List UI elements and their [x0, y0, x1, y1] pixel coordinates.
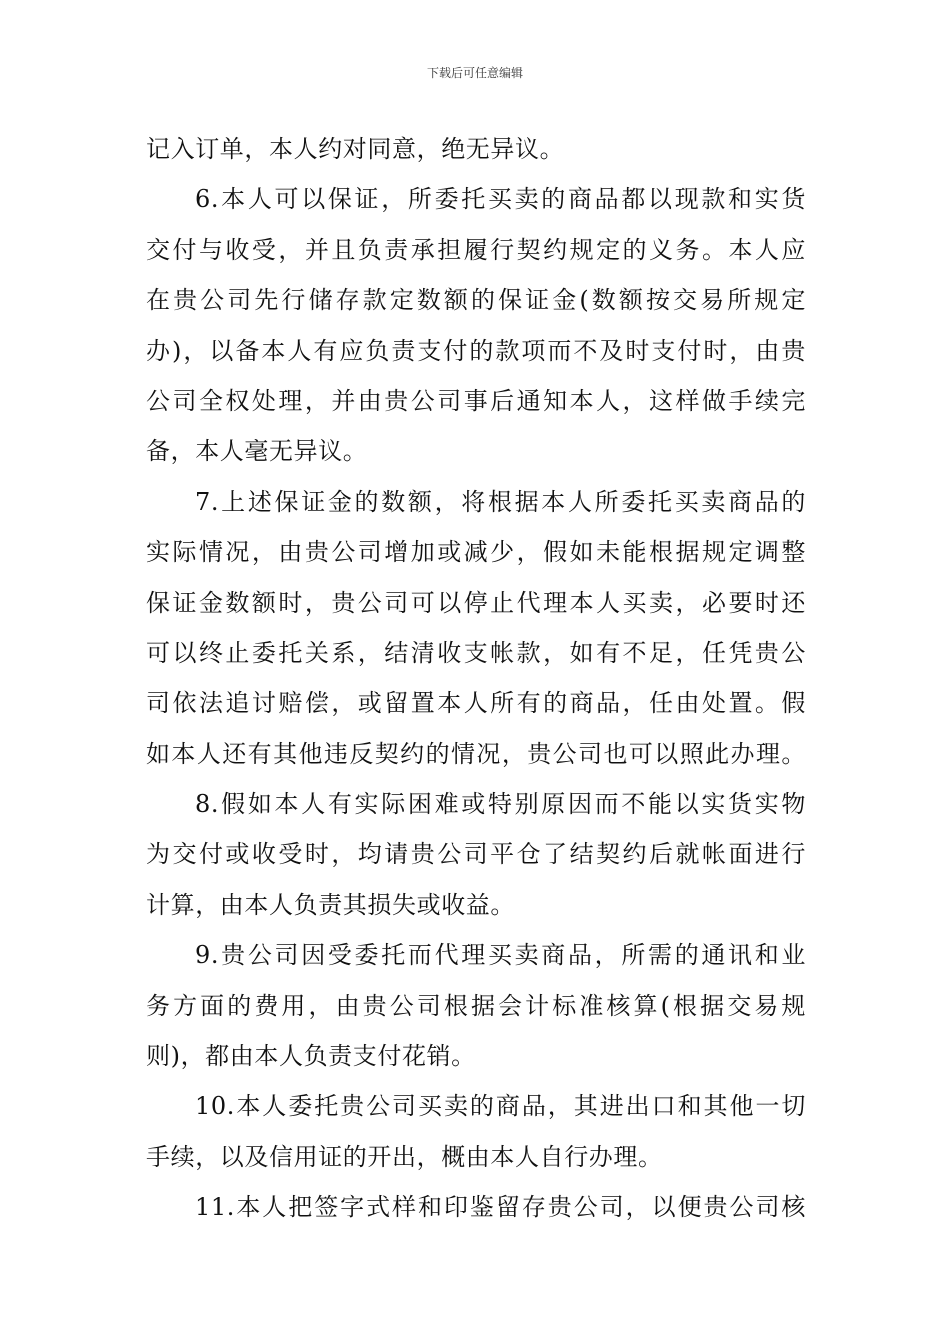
text-line: 司依法追讨赔偿，或留置本人所有的商品，任由处置。假	[146, 689, 806, 718]
document-body	[146, 124, 806, 1233]
text-line: 实际情况，由贵公司增加或减少，假如未能根据规定调整	[146, 538, 806, 567]
text-line: 7.上述保证金的数额，将根据本人所委托买卖商品的	[195, 487, 806, 516]
text-line: 交付与收受，并且负责承担履行契约规定的义务。本人应	[146, 235, 806, 264]
text-line: 计算，由本人负责其损失或收益。	[146, 890, 515, 919]
text-line: 务方面的费用，由贵公司根据会计标准核算(根据交易规	[146, 991, 806, 1020]
text-line: 如本人还有其他违反契约的情况，贵公司也可以照此办理。	[146, 739, 806, 768]
text-line: 10.本人委托贵公司买卖的商品，其进出口和其他一切	[195, 1092, 806, 1121]
text-line: 手续，以及信用证的开出，概由本人自行办理。	[146, 1142, 663, 1171]
text-line: 在贵公司先行储存款定数额的保证金(数额按交易所规定	[146, 286, 806, 315]
text-line: 保证金数额时，贵公司可以停止代理本人买卖，必要时还	[146, 588, 806, 617]
text-line: 办)，以备本人有应负责支付的款项而不及时支付时，由贵	[146, 336, 806, 365]
text-line: 则)，都由本人负责支付花销。	[146, 1042, 476, 1071]
text-line: 记入订单，本人约对同意，绝无异议。	[146, 135, 565, 163]
text-line: 备，本人毫无异议。	[146, 437, 368, 466]
text-line: 公司全权处理，并由贵公司事后通知本人，这样做手续完	[146, 386, 806, 415]
text-line: 9.贵公司因受委托而代理买卖商品，所需的通讯和业	[195, 941, 806, 970]
text-line: 为交付或收受时，均请贵公司平仓了结契约后就帐面进行	[146, 840, 806, 869]
page-header: 下载后可任意编辑	[426, 66, 523, 80]
text-line: 可以终止委托关系，结清收支帐款，如有不足，任凭贵公	[146, 638, 806, 667]
text-line: 11.本人把签字式样和印鉴留存贵公司，以便贵公司核	[195, 1193, 806, 1222]
text-line: 8.假如本人有实际困难或特别原因而不能以实货实物	[195, 790, 806, 819]
text-line: 6.本人可以保证，所委托买卖的商品都以现款和实货	[195, 185, 806, 214]
